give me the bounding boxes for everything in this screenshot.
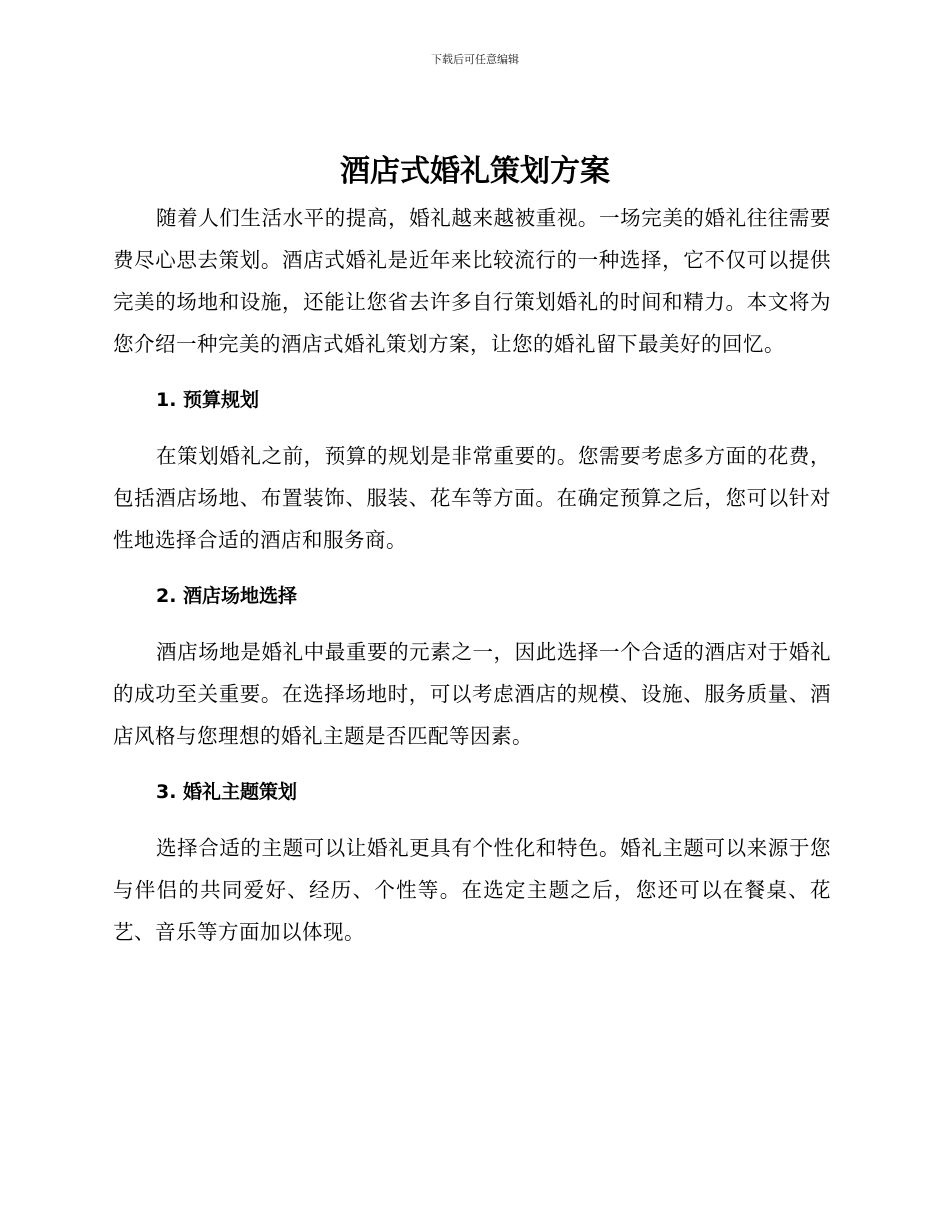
section-heading-venue: 2. 酒店场地选择 — [156, 585, 298, 607]
document-title: 酒店式婚礼策划方案 — [340, 154, 610, 189]
document-body — [113, 197, 831, 953]
header-note: 下载后可任意编辑 — [431, 53, 519, 66]
section-body-budget: 在策划婚礼之前，预算的规划是非常重要的。您需要考虑多方面的花费，包括酒店场地、布置装饰、服装、花车等方面。在确定预算之后，您可以针对性地选择合适的酒店和服务商。 — [113, 444, 831, 552]
section-body-venue: 酒店场地是婚礼中最重要的元素之一，因此选择一个合适的酒店对于婚礼的成功至关重要。在选择场地时，可以考虑酒店的规模、设施、服务质量、酒店风格与您理想的婚礼主题是否匹配等因素。 — [113, 640, 831, 748]
section-heading-budget: 1. 预算规划 — [156, 389, 260, 411]
intro-paragraph: 随着人们生活水平的提高，婚礼越来越被重视。一场完美的婚礼往往需要费尽心思去策划。酒店式婚礼是近年来比较流行的一种选择，它不仅可以提供完美的场地和设施，还能让您省去许多自行策划婚礼的时间和精力。本文将为您介绍一种完美的酒店式婚礼策划方案，让您的婚礼留下最美好的回忆。 — [113, 206, 831, 356]
section-body-theme: 选择合适的主题可以让婚礼更具有个性化和特色。婚礼主题可以来源于您与伴侣的共同爱好、经历、个性等。在选定主题之后，您还可以在餐桌、花艺、音乐等方面加以体现。 — [113, 836, 831, 944]
section-heading-theme: 3. 婚礼主题策划 — [156, 781, 298, 803]
